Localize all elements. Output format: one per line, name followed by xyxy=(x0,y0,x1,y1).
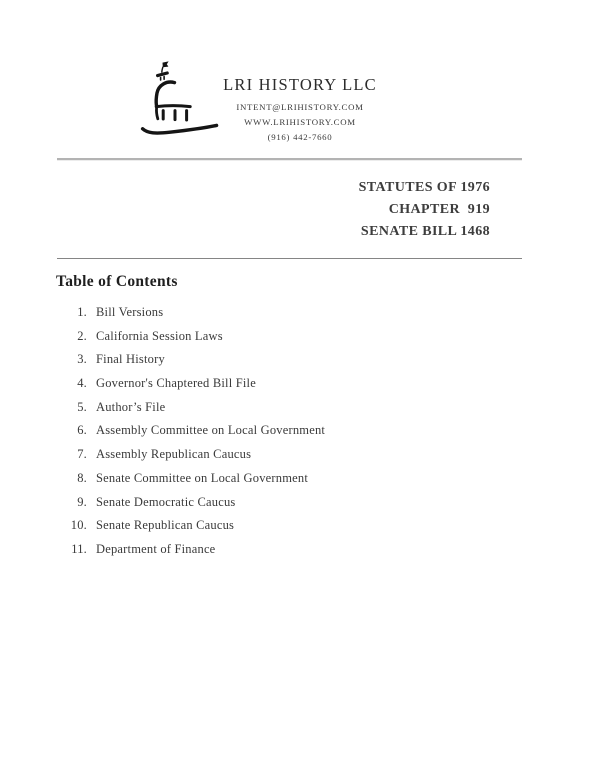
toc-item xyxy=(57,396,497,420)
statutes-line: STATUTES OF 1976 xyxy=(358,180,490,195)
toc-item-label: Governor's Chaptered Bill File xyxy=(96,376,256,391)
toc-item xyxy=(57,419,497,443)
toc-item-label: Final History xyxy=(96,352,165,367)
toc-item-number: 7. xyxy=(77,447,87,462)
website-text: WWW.LRIHISTORY.COM xyxy=(244,117,356,127)
toc-item-number: 4. xyxy=(77,376,87,391)
toc-heading: Table of Contents xyxy=(56,273,178,290)
toc-item-label: Senate Democratic Caucus xyxy=(96,494,236,509)
toc-item xyxy=(57,301,497,325)
toc-item-number: 1. xyxy=(77,305,87,319)
toc-item-number: 8. xyxy=(77,470,87,485)
email-text: INTENT@LRIHISTORY.COM xyxy=(236,102,364,112)
toc-item-number: 2. xyxy=(77,328,87,343)
toc-item xyxy=(57,325,497,349)
company-name: LRI HISTORY LLC xyxy=(223,75,377,94)
toc-item-number: 3. xyxy=(77,352,87,367)
toc-item-number: 10. xyxy=(70,518,87,533)
toc-item-label: Bill Versions xyxy=(96,305,164,319)
toc-item-label: Senate Committee on Local Government xyxy=(96,470,309,485)
statute-reference-block xyxy=(359,177,490,244)
toc-item xyxy=(57,514,497,538)
letterhead xyxy=(170,75,430,145)
toc-list xyxy=(57,301,497,562)
toc-item xyxy=(57,538,497,562)
toc-item-label: Assembly Republican Caucus xyxy=(96,447,252,462)
toc-item-number: 9. xyxy=(77,494,87,509)
toc-item xyxy=(57,348,497,372)
horizontal-rule-top xyxy=(57,158,522,161)
toc-item xyxy=(57,372,497,396)
toc-item-label: California Session Laws xyxy=(96,328,223,343)
toc-item-label: Assembly Committee on Local Government xyxy=(96,423,326,438)
toc-item-label: Senate Republican Caucus xyxy=(96,518,235,533)
chapter-line: CHAPTER 919 xyxy=(388,202,490,218)
horizontal-rule-bottom xyxy=(57,258,522,259)
toc-item xyxy=(57,491,497,515)
toc-item-number: 5. xyxy=(77,399,87,414)
phone-text: (916) 442-7660 xyxy=(267,132,333,142)
toc-item xyxy=(57,443,497,467)
contact-block xyxy=(170,100,430,145)
toc-item-number: 6. xyxy=(77,423,87,438)
senate-bill-line: SENATE BILL 1468 xyxy=(360,224,490,240)
toc-item-label: Author’s File xyxy=(96,399,166,414)
toc-item-label: Department of Finance xyxy=(96,541,216,556)
toc-item-number: 11. xyxy=(71,541,87,556)
toc-item xyxy=(57,467,497,491)
